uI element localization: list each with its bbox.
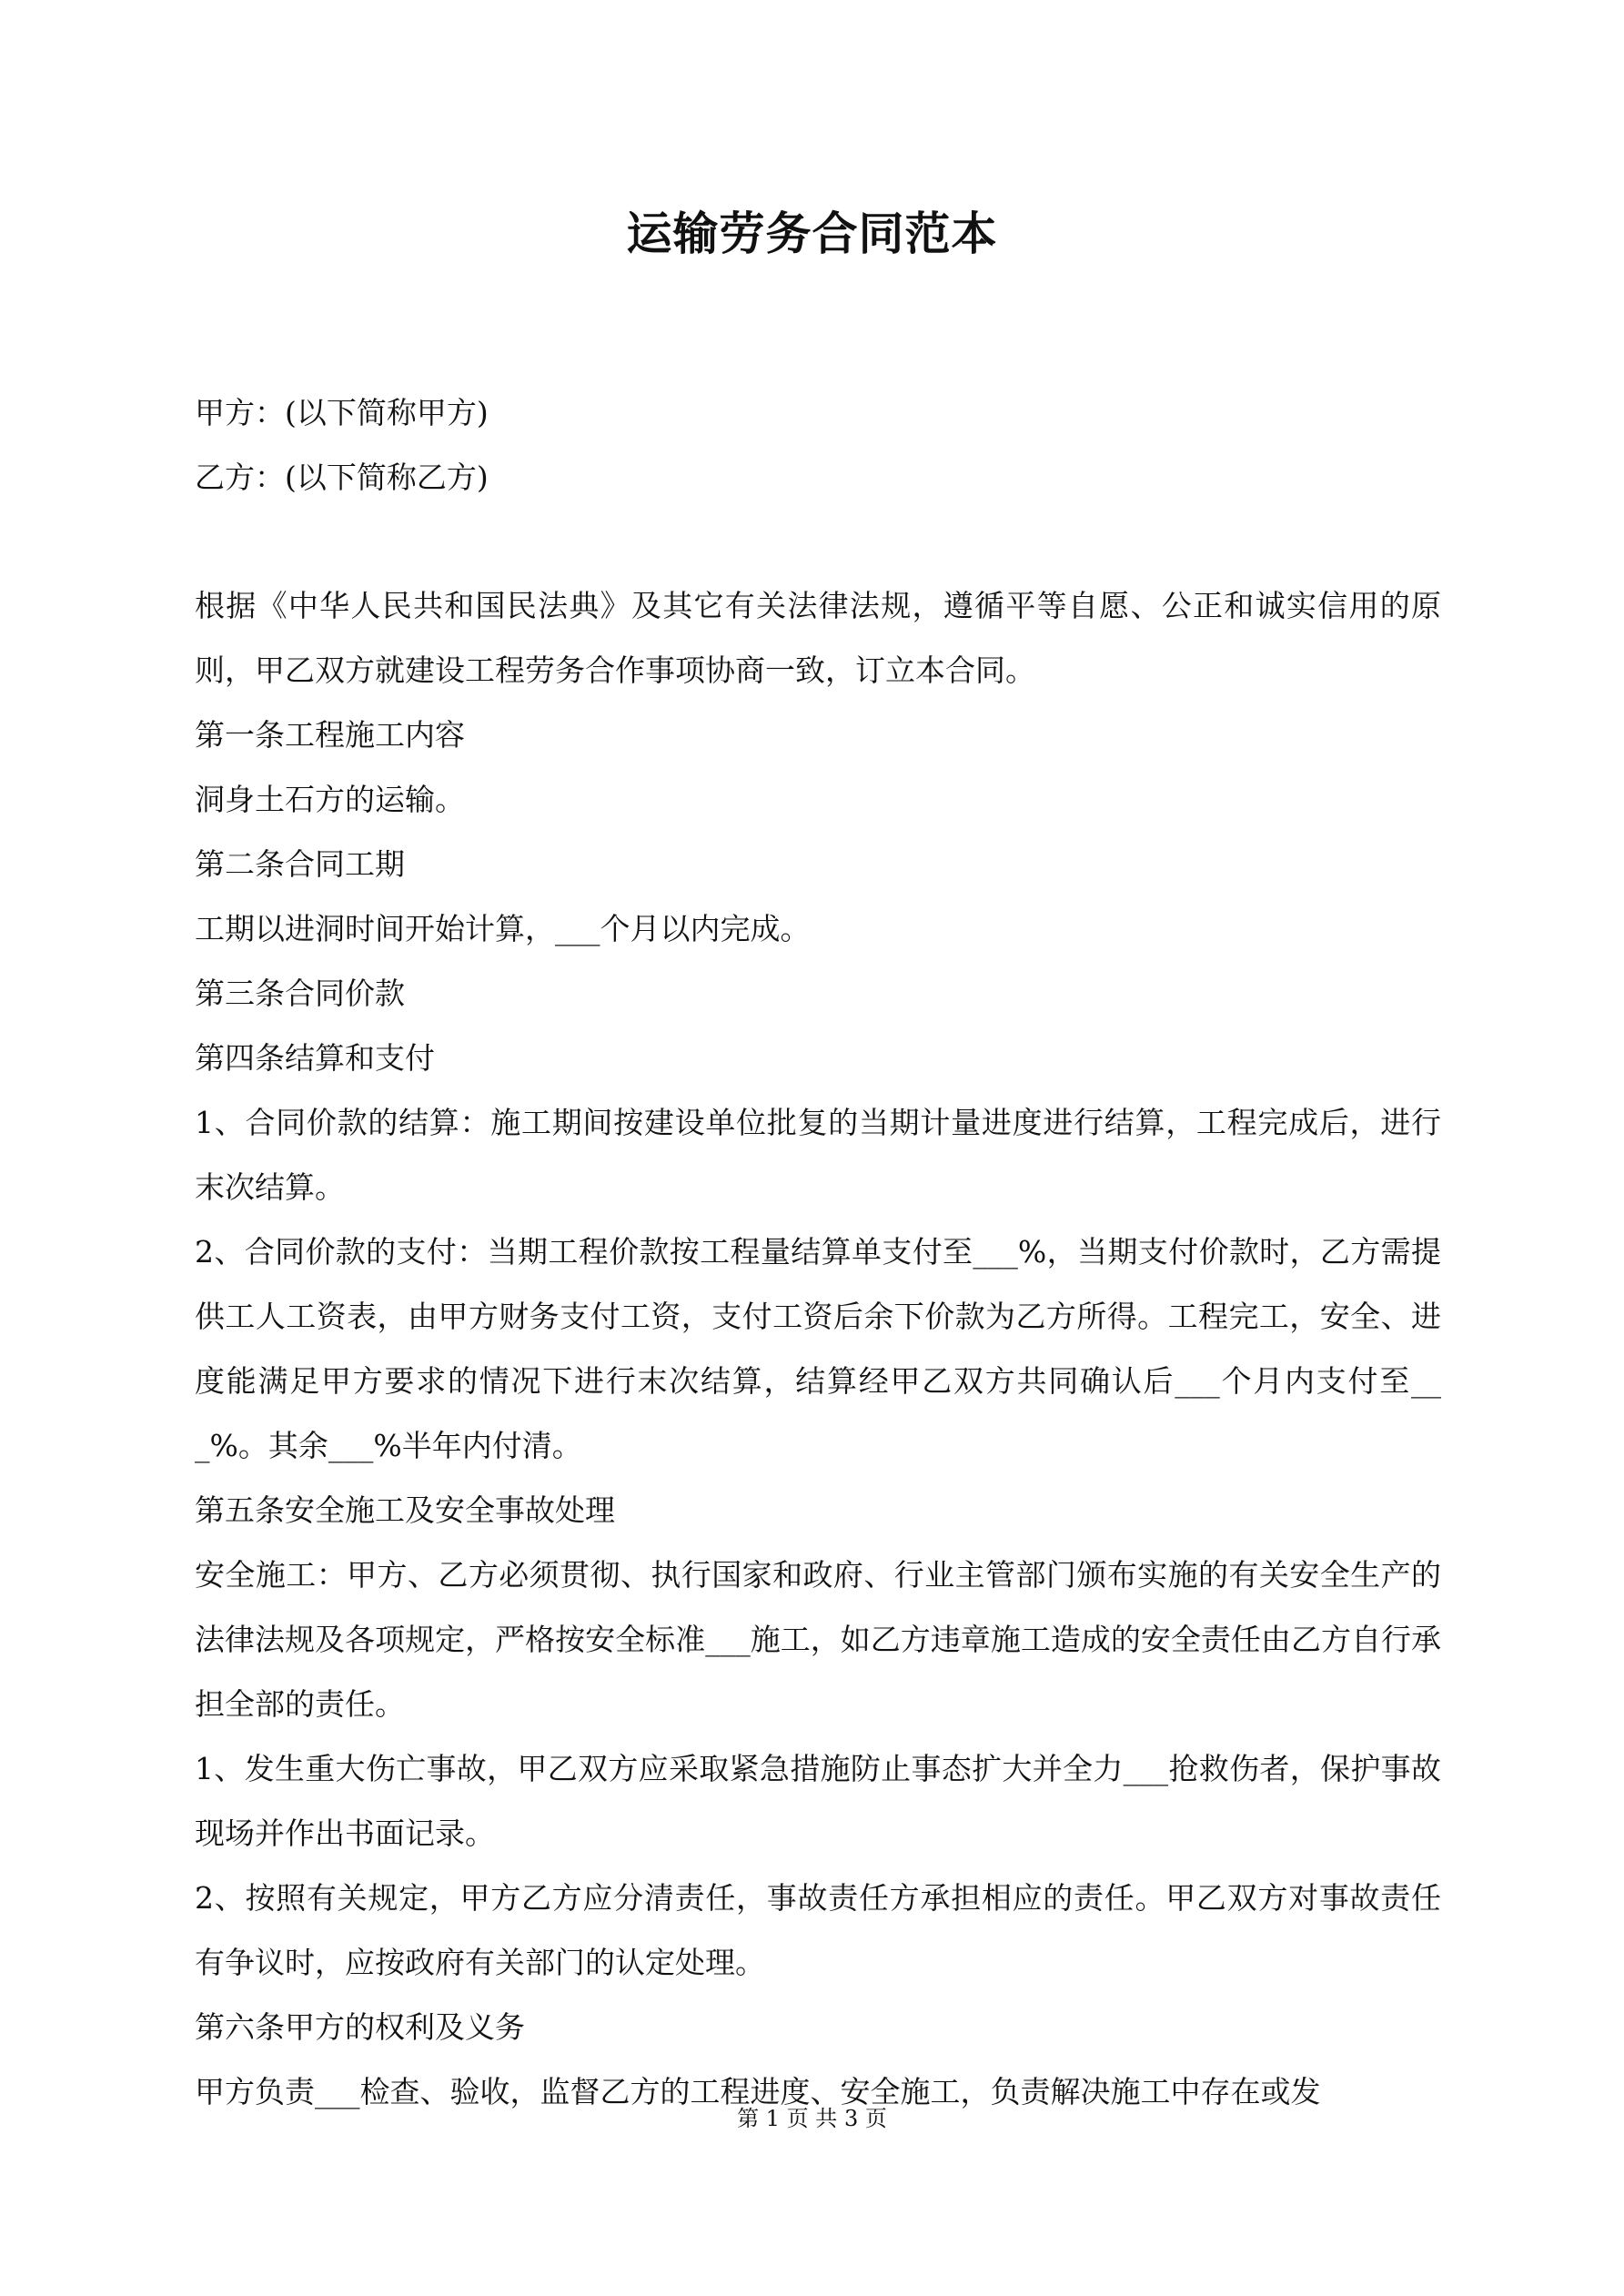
party-a-line: 甲方：(以下简称甲方) <box>195 395 489 430</box>
article-1-text: 洞身土石方的运输。 <box>195 782 465 817</box>
article-2-text: 工期以进洞时间开始计算，___个月以内完成。 <box>195 911 811 946</box>
article-5-heading: 第五条安全施工及安全事故处理 <box>195 1492 615 1528</box>
preamble-paragraph: 根据《中华人民共和国民法典》及其它有关法律法规，遵循平等自愿、公正和诚实信用的原则，甲乙双方就建设工程劳务合作事项协商一致，订立本合同。 <box>195 588 1441 688</box>
article-6-text: 甲方负责___检查、验收，监督乙方的工程进度、安全施工，负责解决施工中存在或发 <box>195 2074 1321 2109</box>
article-4-clause-1: 1、合同价款的结算：施工期间按建设单位批复的当期计量进度进行结算，工程完成后，进行末次结算。 <box>195 1105 1441 1205</box>
page-footer: 第 1 页 共 3 页 <box>737 2106 887 2131</box>
article-5-safety-text: 安全施工：甲方、乙方必须贯彻、执行国家和政府、行业主管部门颁布实施的有关安全生产的法律法规及各项规定，严格按安全标准___施工，如乙方违章施工造成的安全责任由乙方自行承担全部的责任。 <box>195 1557 1441 1722</box>
document-title: 运输劳务合同范本 <box>626 207 998 260</box>
contract-body <box>195 573 1441 2124</box>
article-4-clause-2: 2、合同价款的支付：当期工程价款按工程量结算单支付至___%，当期支付价款时，乙方需提供工人工资表，由甲方财务支付工资，支付工资后余下价款为乙方所得。工程完工，安全、进度能满足甲方要求的情况下进行末次结算，结算经甲乙双方共同确认后___个月内支付至___%。其余___%半年内付清。 <box>195 1234 1441 1463</box>
article-3-heading: 第三条合同价款 <box>195 976 405 1011</box>
parties-block <box>195 380 1441 510</box>
article-2-heading: 第二条合同工期 <box>195 846 405 882</box>
article-6-heading: 第六条甲方的权利及义务 <box>195 2009 525 2045</box>
party-b-line: 乙方：(以下简称乙方) <box>195 460 489 495</box>
article-5-clause-2: 2、按照有关规定，甲方乙方应分清责任，事故责任方承担相应的责任。甲乙双方对事故责任有争议时，应按政府有关部门的认定处理。 <box>195 1880 1441 1980</box>
article-1-heading: 第一条工程施工内容 <box>195 717 465 753</box>
article-4-heading: 第四条结算和支付 <box>195 1040 435 1076</box>
article-5-clause-1: 1、发生重大伤亡事故，甲乙双方应采取紧急措施防止事态扩大并全力___抢救伤者，保护事故现场并作出书面记录。 <box>195 1751 1441 1851</box>
